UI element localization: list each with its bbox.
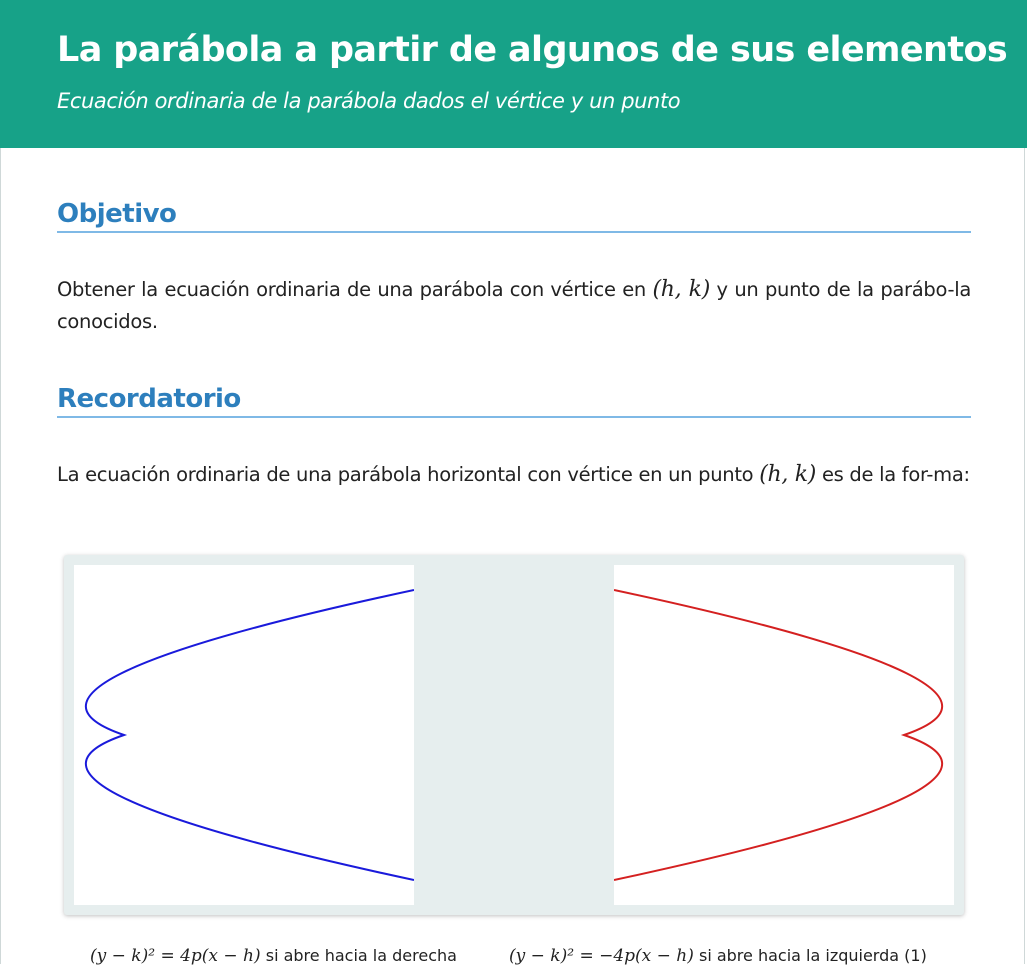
right-parabola-panel [614, 565, 954, 905]
objetivo-vertex-math: (h, k) [652, 277, 710, 302]
left-parabola-svg [74, 565, 414, 905]
right-parabola-svg [614, 565, 954, 905]
right-opening-parabola-curve [86, 590, 414, 880]
page-title: La parábola a partir de algunos de sus elementos [57, 30, 1008, 70]
left-equation: (y − k)² = 4p(x − h) [90, 946, 261, 966]
page-subtitle: Ecuación ordinaria de la parábola dados el vértice y un punto [57, 89, 681, 113]
right-caption [509, 946, 927, 966]
objetivo-text-after: y un punto de la parábo-la conocidos. [57, 278, 971, 333]
section-heading-objetivo: Objetivo [57, 199, 971, 233]
left-caption [90, 946, 457, 966]
section-heading-recordatorio: Recordatorio [57, 384, 971, 418]
recordatorio-text-after: es de la for-ma: [816, 463, 970, 486]
left-opening-parabola-curve [614, 590, 942, 880]
left-caption-text: si abre hacia la derecha [260, 946, 457, 965]
recordatorio-vertex-math: (h, k) [759, 462, 817, 487]
right-caption-text: si abre hacia la izquierda (1) [693, 946, 927, 965]
right-equation: (y − k)² = −4p(x − h) [509, 946, 694, 966]
parabola-figure [64, 555, 964, 915]
left-parabola-panel [74, 565, 414, 905]
recordatorio-text-before: La ecuación ordinaria de una parábola horizontal con vértice en un punto [57, 463, 760, 486]
recordatorio-paragraph [57, 459, 971, 491]
objetivo-paragraph [57, 274, 971, 338]
objetivo-text-before: Obtener la ecuación ordinaria de una parábola con vértice en [57, 278, 653, 301]
page-header [0, 0, 1027, 148]
